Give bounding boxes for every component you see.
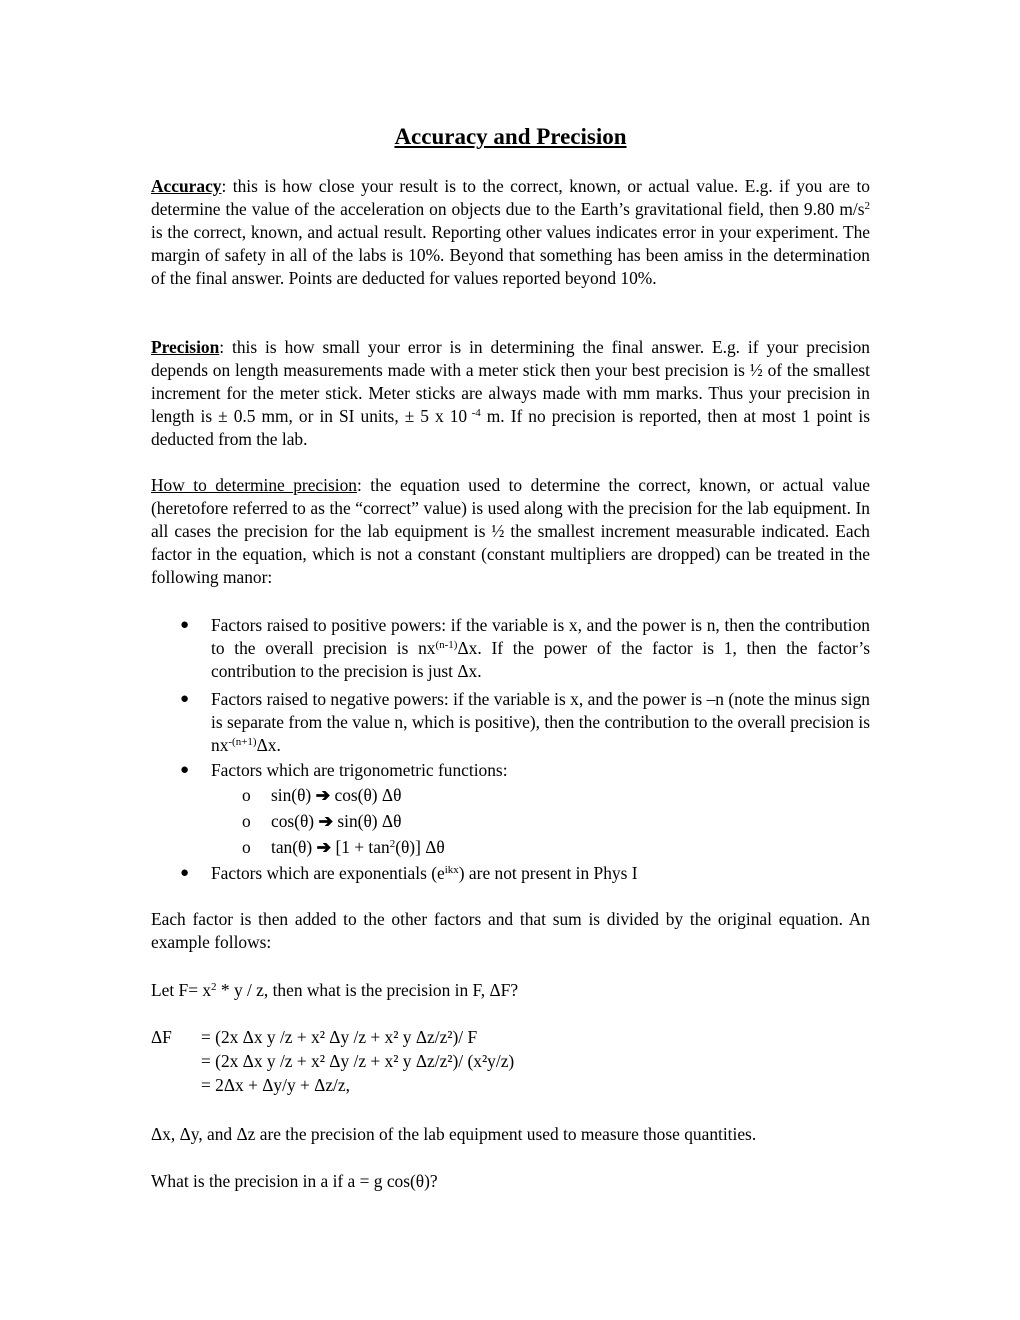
example-intro: Let $F= x^2 * y / z$, then what is the precision in F, ΔF? [151, 980, 519, 1000]
bullet-icon: ● [180, 691, 190, 707]
equation-line: = (2x Δx y /z + x² Δy /z + x² y Δz/z²)/ (x²y/z) [201, 1051, 515, 1071]
page-title: Accuracy and Precision [394, 124, 627, 149]
arrow-right-icon: ➔ [316, 837, 332, 857]
equation-lhs: ΔF [151, 1027, 172, 1047]
bullet-icon: ● [180, 617, 190, 633]
list-item: ● Factors raised to positive powers: if the variable is x, and the power is n, then the contribution to the overall precision is $nx^{(n-1)}\Delta x$. If the power of the factor is 1, then the factor’s contribution to the precision is just Δx. [180, 615, 870, 681]
hollow-bullet-icon: o [242, 811, 251, 831]
sub-list-item: o tan(θ) ➔ $[1 + \tan^2(\theta)]$ Δθ [242, 837, 445, 857]
list-item: ● Factors which are exponentials $(e^{ikx})$ are not present in Phys I [180, 863, 638, 883]
hollow-bullet-icon: o [242, 837, 251, 857]
deltas-paragraph: Δx, Δy, and Δz are the precision of the lab equipment used to measure those quantities. [151, 1124, 757, 1144]
how-to-term: How to determine precision [151, 475, 357, 495]
precision-paragraph: Precision: this is how small your error is in determining the final answer. E.g. if your precision depends on length measurements made with a meter stick then your best precision is ½ of the smallest increment for the meter stick. Meter sticks are always made with mm marks. Thus your precision in length is ± 0.5 mm, or in SI units, ± 5 x 10 $^{-4}$ m. If no precision is reported, then at most 1 point is deducted from the lab. [151, 337, 870, 449]
bullet-icon: ● [180, 865, 190, 881]
equation-line: = 2Δx + Δy/y + Δz/z, [201, 1075, 350, 1095]
precision-term: Precision [151, 337, 220, 357]
accuracy-paragraph: Accuracy: this is how close your result is to the correct, known, or actual value. E.g. if you are to determine the value of the acceleration on objects due to the Earth’s gravitational field, then 9.80 $m/s^2$ is the correct, known, and actual result. Reporting other values indicates error in your experiment. The margin of safety in all of the labs is 10%. Beyond that something has been amiss in the determination of the final answer. Points are deducted for values reported beyond 10%. [151, 176, 870, 288]
how-to-paragraph: How to determine precision: the equation used to determine the correct, known, or actual value (heretofore referred to as the “correct” value) is used along with the precision for the lab equipment. In all cases the precision for the lab equipment is ½ the smallest increment measurable indicated. Each factor in the equation, which is not a constant (constant multipliers are dropped) can be treated in the following manor: [151, 475, 870, 587]
question-paragraph: What is the precision in a if a = g cos(θ)? [151, 1171, 438, 1191]
sub-list-item: o sin(θ) ➔ cos(θ) Δθ [242, 785, 402, 805]
hollow-bullet-icon: o [242, 785, 251, 805]
arrow-right-icon: ➔ [318, 811, 334, 831]
arrow-right-icon: ➔ [315, 785, 331, 805]
list-item: ● Factors raised to negative powers: if the variable is x, and the power is –n (note the minus sign is separate from the value n, which is positive), then the contribution to the overall precision is $nx^{-(n+1)}\Delta x$. [180, 689, 870, 755]
bullet-icon: ● [180, 762, 190, 778]
accuracy-term: Accuracy [151, 176, 222, 196]
each-factor-paragraph: Each factor is then added to the other factors and that sum is divided by the original equation. An example follows: [151, 909, 870, 952]
list-item: ● Factors which are trigonometric functions: [180, 760, 508, 780]
equation-line: = (2x Δx y /z + x² Δy /z + x² y Δz/z²)/ F [201, 1027, 478, 1047]
sub-list-item: o cos(θ) ➔ sin(θ) Δθ [242, 811, 402, 831]
